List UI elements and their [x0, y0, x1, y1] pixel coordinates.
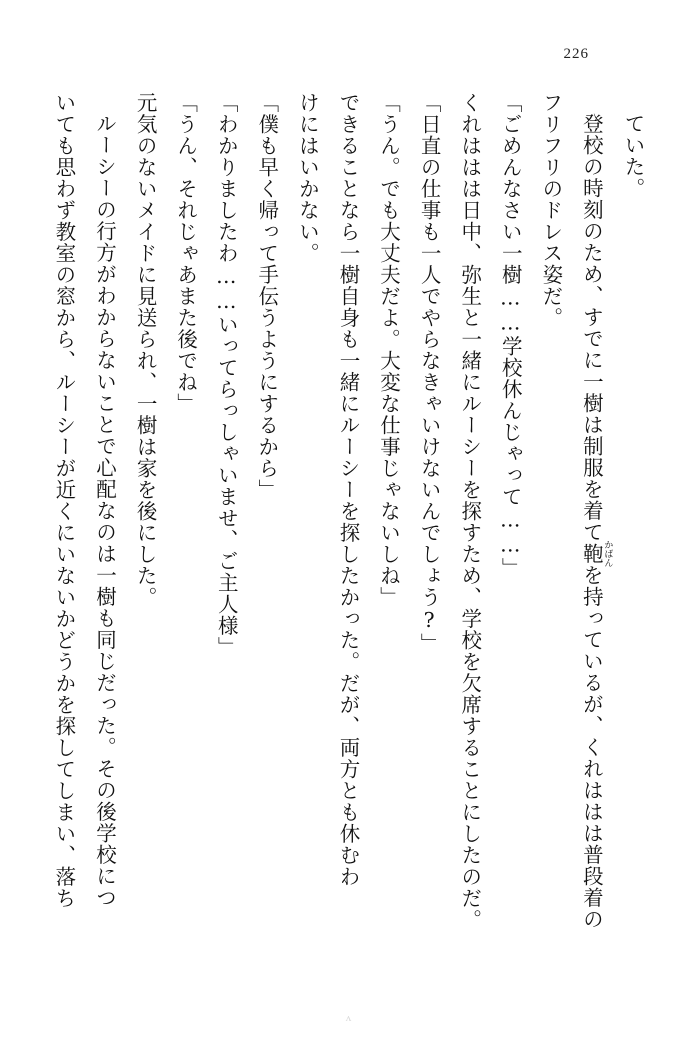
- paragraph: くれははは日中、弥生と一緒にルーシーを探すため、学校を欠席することにしたのだ。: [457, 92, 482, 931]
- paragraph-dialogue: 「日直の仕事も一人でやらなきゃいけないんでしょう?」: [417, 92, 442, 655]
- page-number: 226: [563, 46, 589, 62]
- paragraph: ていた。: [621, 112, 645, 199]
- paragraph-text-part: 登校の時刻のため、すでに一樹は制服を着て: [579, 112, 604, 543]
- paragraph-dialogue: 「うん。でも大丈夫だよ。大変な仕事じゃないしね」: [376, 92, 401, 608]
- paragraph-dialogue: 「うん、それじゃあまた後でね」: [173, 92, 198, 415]
- paragraph: いても思わず教室の窓から、ルーシーが近くにいないかどうかを探してしまい、落ち: [51, 92, 76, 909]
- paragraph: ルーシーの行方がわからないことで心配なのは一樹も同じだった。その後学校につ: [92, 112, 117, 908]
- paragraph-dialogue: 「僕も早く帰って手伝うようにするから」: [254, 92, 279, 501]
- paragraph-text-part: を持っているが、くれははは普段着の: [579, 564, 604, 930]
- paragraph: けにはいかない。: [295, 92, 320, 264]
- paragraph: できることなら一樹自身も一緒にルーシーを探したかった。だが、両方とも休むわ: [335, 92, 360, 888]
- paragraph: 元気のないメイドに見送られ、一樹は家を後にした。: [133, 92, 158, 608]
- page-artifact-mark: ʌ: [345, 1012, 352, 1024]
- ruby-reading: かばん: [602, 539, 613, 567]
- body-text: [44, 92, 653, 972]
- paragraph-dialogue: 「わかりましたわ……いってらっしゃいませ、ご主人様」: [214, 92, 239, 658]
- paragraph: フリフリのドレス姿だ。: [538, 92, 563, 329]
- paragraph: [571, 92, 613, 972]
- ruby-kaban: 鞄 かばん: [579, 539, 613, 567]
- paragraph-dialogue: 「ごめんなさい一樹……学校休んじゃって……」: [498, 92, 523, 579]
